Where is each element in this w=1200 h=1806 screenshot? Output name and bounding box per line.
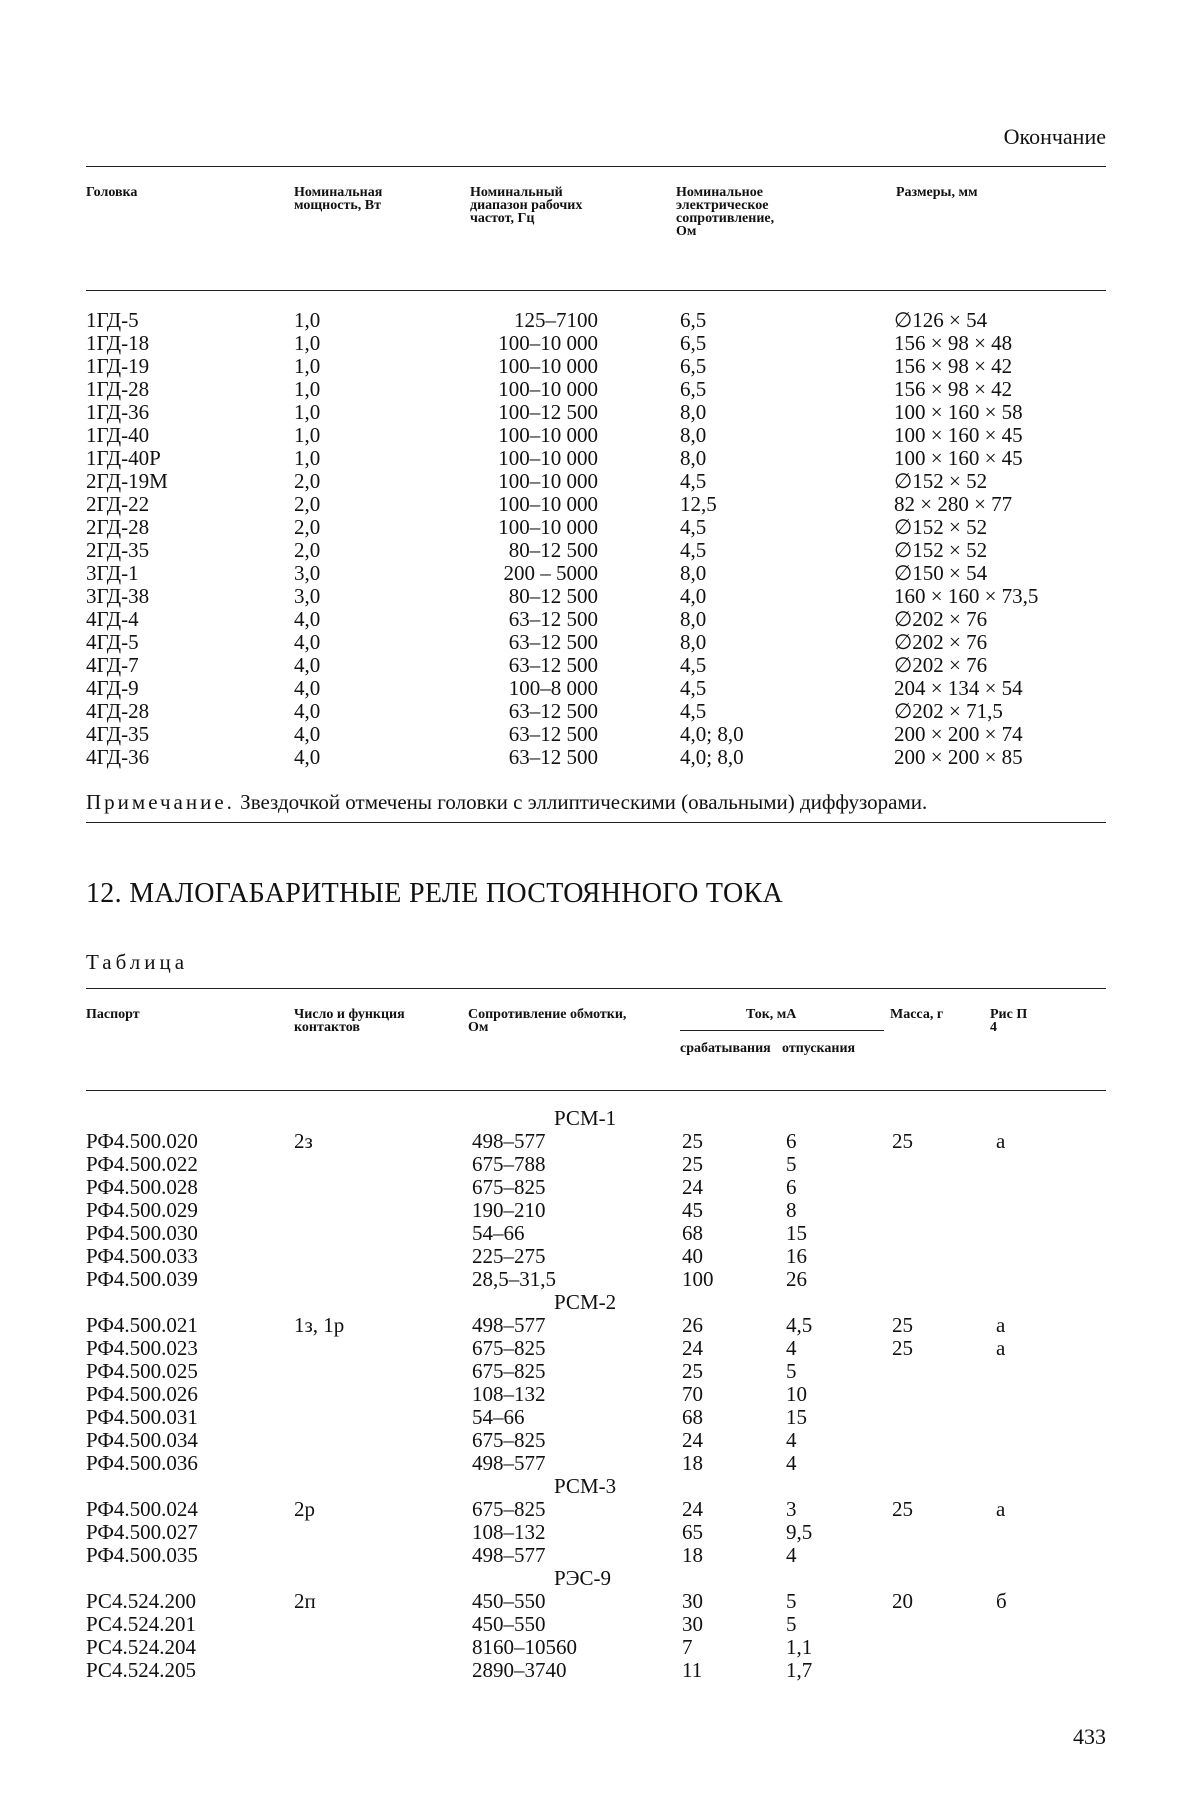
table-row — [86, 608, 1106, 631]
table-cell: 4 — [786, 1451, 797, 1475]
table-cell: 108–132 — [472, 1382, 546, 1406]
table2-header-rule — [86, 1090, 1106, 1091]
table-cell: 498–577 — [472, 1129, 546, 1153]
table-cell: 2890–3740 — [472, 1658, 567, 1682]
table-cell: 100–10 000 — [498, 446, 598, 470]
table-cell: 8,0 — [680, 446, 707, 470]
table-cell: 1ГД-40Р — [86, 446, 161, 470]
table-cell: РФ4.500.027 — [86, 1520, 198, 1544]
table-row — [86, 424, 1106, 447]
table-cell: ∅152 × 52 — [894, 538, 988, 562]
table-cell: 70 — [682, 1382, 703, 1406]
table-cell: 1з, 1р — [294, 1313, 345, 1337]
table-cell: 5 — [786, 1589, 797, 1613]
relay-group-title — [86, 1107, 1106, 1130]
table-cell: 3,0 — [294, 584, 321, 608]
table-cell: 8,0 — [680, 423, 707, 447]
table-row — [86, 1406, 1106, 1429]
table-row — [86, 1429, 1106, 1452]
table-cell: 675–788 — [472, 1152, 546, 1176]
table-cell: 4,0 — [294, 607, 321, 631]
table-cell: РФ4.500.034 — [86, 1428, 198, 1452]
table-cell: 82 × 280 × 77 — [894, 492, 1013, 516]
table-cell: 4ГД-7 — [86, 653, 139, 677]
section-title: 12. МАЛОГАБАРИТНЫЕ РЕЛЕ ПОСТОЯННОГО ТОКА — [86, 878, 783, 909]
table-cell: 54–66 — [472, 1405, 525, 1429]
table-cell: РФ4.500.028 — [86, 1175, 198, 1199]
current-subheader-rule — [680, 1030, 884, 1031]
table-row — [86, 1452, 1106, 1475]
table-cell: 25 — [892, 1336, 913, 1360]
table-cell: б — [996, 1589, 1007, 1613]
note-text: Звездочкой отмечены головки с эллиптическими (овальными) диффузорами. — [234, 790, 928, 814]
table-cell: 68 — [682, 1221, 703, 1245]
table-cell: РФ4.500.025 — [86, 1359, 198, 1383]
table-cell: 45 — [682, 1198, 703, 1222]
table-row — [86, 1636, 1106, 1659]
page-number: 433 — [1073, 1724, 1106, 1749]
table-cell: 2п — [294, 1589, 316, 1613]
table-cell: 4,5 — [680, 538, 707, 562]
table-row — [86, 585, 1106, 608]
table-row — [86, 1521, 1106, 1544]
table-cell: РФ4.500.022 — [86, 1152, 198, 1176]
table-row — [86, 654, 1106, 677]
table-cell: 26 — [682, 1313, 703, 1337]
table-cell: 63–12 500 — [508, 607, 598, 631]
table-row — [86, 723, 1106, 746]
table-cell: 4,5 — [680, 653, 707, 677]
table-cell: ∅150 × 54 — [894, 561, 988, 585]
table-cell: 1,0 — [294, 423, 321, 447]
table-cell: 8,0 — [680, 607, 707, 631]
table-cell: 204 × 134 × 54 — [894, 676, 1023, 700]
table-cell: 3 — [786, 1497, 797, 1521]
table1-note — [86, 790, 927, 815]
table-cell: 1,0 — [294, 377, 321, 401]
table-cell: 100 × 160 × 45 — [894, 446, 1023, 470]
table-cell: 63–12 500 — [508, 630, 598, 654]
table-cell: ∅126 × 54 — [894, 308, 988, 332]
table2-header-passport: Паспорт — [86, 1007, 140, 1022]
relay-group-name: РСМ-2 — [554, 1290, 617, 1314]
table-row — [86, 700, 1106, 723]
table2-header-fig: Рис П 4 — [990, 1007, 1028, 1035]
table-cell: 8,0 — [680, 400, 707, 424]
table-cell: ∅202 × 76 — [894, 607, 988, 631]
table-cell: 200 – 5000 — [503, 561, 598, 585]
table-cell: 4,0 — [294, 676, 321, 700]
table-cell: РФ4.500.031 — [86, 1405, 198, 1429]
relay-group-title — [86, 1475, 1106, 1498]
table1-body — [86, 309, 1106, 769]
table-cell: 675–825 — [472, 1336, 546, 1360]
table-cell: 1,0 — [294, 400, 321, 424]
table-cell: 4,0; 8,0 — [680, 745, 744, 769]
table-cell: 156 × 98 × 48 — [894, 331, 1013, 355]
table-cell: 4,0 — [294, 653, 321, 677]
table1-header-rule — [86, 290, 1106, 291]
table-cell: РФ4.500.035 — [86, 1543, 198, 1567]
table-cell: РФ4.500.030 — [86, 1221, 198, 1245]
table-cell: РС4.524.204 — [86, 1635, 196, 1659]
table-cell: 4 — [786, 1428, 797, 1452]
table2-top-rule — [86, 988, 1106, 989]
table2-header-resistance: Сопротивление обмотки, Ом — [468, 1007, 627, 1035]
table-cell: 18 — [682, 1543, 703, 1567]
table-cell: 25 — [892, 1313, 913, 1337]
table-cell: 24 — [682, 1175, 703, 1199]
table-cell: 6 — [786, 1175, 797, 1199]
relay-group-name: РСМ-1 — [554, 1106, 617, 1130]
table-cell: 24 — [682, 1428, 703, 1452]
table-cell: РФ4.500.039 — [86, 1267, 198, 1291]
table1-top-rule — [86, 166, 1106, 167]
table-cell: 12,5 — [680, 492, 717, 516]
table-cell: 4,5 — [680, 676, 707, 700]
table2-header-release: отпускания — [782, 1041, 856, 1056]
table-cell: 26 — [786, 1267, 807, 1291]
table-cell: 4,5 — [680, 515, 707, 539]
table-row — [86, 332, 1106, 355]
table-cell: 6,5 — [680, 377, 707, 401]
table-cell: 1,0 — [294, 446, 321, 470]
table-cell: 63–12 500 — [508, 653, 598, 677]
table-cell: 100–10 000 — [498, 377, 598, 401]
table-cell: 63–12 500 — [508, 722, 598, 746]
table1-header-head: Головка — [86, 185, 138, 200]
table-cell: РФ4.500.036 — [86, 1451, 198, 1475]
note-label: Примечание. — [86, 790, 235, 814]
table-cell: 16 — [786, 1244, 807, 1268]
table-cell: 190–210 — [472, 1198, 546, 1222]
table-cell: 2,0 — [294, 469, 321, 493]
table-cell: 4,0 — [294, 722, 321, 746]
table-cell: 25 — [682, 1129, 703, 1153]
table-cell: 1ГД-28 — [86, 377, 150, 401]
table-cell: 6,5 — [680, 308, 707, 332]
table-cell: 1,0 — [294, 354, 321, 378]
table2-body — [86, 1107, 1106, 1682]
table-row — [86, 1360, 1106, 1383]
table-cell: 4,5 — [786, 1313, 813, 1337]
table-cell: 2ГД-22 — [86, 492, 150, 516]
table-cell: 9,5 — [786, 1520, 813, 1544]
table-cell: 1,1 — [786, 1635, 813, 1659]
table-cell: 25 — [682, 1152, 703, 1176]
table-cell: 68 — [682, 1405, 703, 1429]
table-cell: 100 — [682, 1267, 714, 1291]
table-cell: 4,0 — [680, 584, 707, 608]
relay-group-name: РЭС-9 — [554, 1566, 612, 1590]
table-cell: 125–7100 — [514, 308, 598, 332]
table-cell: 4 — [786, 1336, 797, 1360]
table-cell: 3ГД-1 — [86, 561, 139, 585]
relay-group-title — [86, 1291, 1106, 1314]
table-cell: 675–825 — [472, 1428, 546, 1452]
table-cell: 8,0 — [680, 630, 707, 654]
table-row — [86, 562, 1106, 585]
table-row — [86, 401, 1106, 424]
table-row — [86, 1199, 1106, 1222]
table-cell: 20 — [892, 1589, 913, 1613]
table-cell: РС4.524.205 — [86, 1658, 196, 1682]
table-cell: РФ4.500.026 — [86, 1382, 198, 1406]
table-row — [86, 746, 1106, 769]
table-cell: 63–12 500 — [508, 745, 598, 769]
table-cell: 6 — [786, 1129, 797, 1153]
table-cell: 2ГД-19М — [86, 469, 168, 493]
table-cell: 1ГД-19 — [86, 354, 150, 378]
table-cell: 100–8 000 — [508, 676, 598, 700]
table-cell: 2ГД-28 — [86, 515, 150, 539]
table-cell: 498–577 — [472, 1451, 546, 1475]
table-cell: 675–825 — [472, 1359, 546, 1383]
table-row — [86, 1268, 1106, 1291]
table-cell: 1,7 — [786, 1658, 813, 1682]
table-row — [86, 1337, 1106, 1360]
table-cell: а — [996, 1497, 1006, 1521]
table-cell: 3,0 — [294, 561, 321, 585]
table-cell: 4ГД-28 — [86, 699, 150, 723]
table-cell: 25 — [892, 1129, 913, 1153]
table-cell: 1,0 — [294, 308, 321, 332]
table-cell: 2,0 — [294, 515, 321, 539]
table-cell: 4 — [786, 1543, 797, 1567]
table-cell: 4,0 — [294, 699, 321, 723]
table-cell: 100–10 000 — [498, 423, 598, 447]
table-cell: 108–132 — [472, 1520, 546, 1544]
table-cell: 4ГД-35 — [86, 722, 150, 746]
table-row — [86, 677, 1106, 700]
table-cell: 8 — [786, 1198, 797, 1222]
table-row — [86, 1130, 1106, 1153]
table-cell: 100–10 000 — [498, 354, 598, 378]
table-cell: РФ4.500.021 — [86, 1313, 198, 1337]
table-row — [86, 1544, 1106, 1567]
table-cell: РФ4.500.029 — [86, 1198, 198, 1222]
table-row — [86, 1613, 1106, 1636]
table-row — [86, 1245, 1106, 1268]
table-cell: РФ4.500.020 — [86, 1129, 198, 1153]
table-cell: ∅152 × 52 — [894, 469, 988, 493]
continuation-label: Окончание — [1003, 124, 1106, 149]
table-cell: 11 — [682, 1658, 703, 1682]
table-cell: 2,0 — [294, 492, 321, 516]
table-cell: 156 × 98 × 42 — [894, 377, 1013, 401]
table-cell: 4ГД-5 — [86, 630, 139, 654]
book-page — [86, 0, 1106, 1806]
table-cell: 2р — [294, 1497, 315, 1521]
table2-header-operate: срабатывания — [680, 1041, 771, 1056]
table-cell: а — [996, 1313, 1006, 1337]
table-cell: 63–12 500 — [508, 699, 598, 723]
table-cell: 100–10 000 — [498, 492, 598, 516]
table-cell: 200 × 200 × 74 — [894, 722, 1023, 746]
table-row — [86, 1176, 1106, 1199]
table-cell: 15 — [786, 1405, 807, 1429]
table-row — [86, 631, 1106, 654]
table-cell: 1ГД-36 — [86, 400, 150, 424]
table-cell: 5 — [786, 1152, 797, 1176]
table-cell: 225–275 — [472, 1244, 546, 1268]
table-cell: 156 × 98 × 42 — [894, 354, 1013, 378]
table-cell: 5 — [786, 1359, 797, 1383]
table-row — [86, 516, 1106, 539]
table1-header-range: Номинальный диапазон рабочих частот, Гц — [470, 185, 583, 226]
table-cell: 498–577 — [472, 1543, 546, 1567]
table-cell: 15 — [786, 1221, 807, 1245]
table-row — [86, 309, 1106, 332]
table-row — [86, 539, 1106, 562]
table-cell: а — [996, 1129, 1006, 1153]
table-cell: 675–825 — [472, 1175, 546, 1199]
table-row — [86, 1383, 1106, 1406]
table-cell: 100–10 000 — [498, 515, 598, 539]
table-cell: 6,5 — [680, 354, 707, 378]
table-cell: 7 — [682, 1635, 693, 1659]
table-cell: 450–550 — [472, 1612, 546, 1636]
table-cell: 1,0 — [294, 331, 321, 355]
table-row — [86, 1590, 1106, 1613]
table-row — [86, 1153, 1106, 1176]
table-cell: 4,0 — [294, 630, 321, 654]
table-row — [86, 1498, 1106, 1521]
table-row — [86, 470, 1106, 493]
table-cell: 30 — [682, 1589, 703, 1613]
table-cell: 10 — [786, 1382, 807, 1406]
table-cell: 1ГД-40 — [86, 423, 150, 447]
table-cell: 80–12 500 — [508, 584, 598, 608]
table-cell: 25 — [682, 1359, 703, 1383]
table-cell: 4ГД-36 — [86, 745, 150, 769]
table2-header-mass: Масса, г — [890, 1007, 944, 1022]
table-row — [86, 447, 1106, 470]
table-cell: 18 — [682, 1451, 703, 1475]
table-cell: 100–12 500 — [498, 400, 598, 424]
table-cell: РФ4.500.024 — [86, 1497, 198, 1521]
table-row — [86, 1314, 1106, 1337]
table-cell: 4ГД-4 — [86, 607, 139, 631]
table-cell: 675–825 — [472, 1497, 546, 1521]
table1-header-size: Размеры, мм — [896, 185, 978, 200]
table-cell: 160 × 160 × 73,5 — [894, 584, 1039, 608]
table-cell: а — [996, 1336, 1006, 1360]
table-row — [86, 378, 1106, 401]
table-cell: 8,0 — [680, 561, 707, 585]
table-cell: 25 — [892, 1497, 913, 1521]
table-cell: 54–66 — [472, 1221, 525, 1245]
table-cell: РС4.524.201 — [86, 1612, 196, 1636]
table-cell: 30 — [682, 1612, 703, 1636]
table-cell: 450–550 — [472, 1589, 546, 1613]
table1-bottom-rule — [86, 822, 1106, 823]
table-cell: ∅152 × 52 — [894, 515, 988, 539]
table-cell: 24 — [682, 1336, 703, 1360]
table-row — [86, 1222, 1106, 1245]
table-cell: РФ4.500.033 — [86, 1244, 198, 1268]
table-cell: 5 — [786, 1612, 797, 1636]
table-cell: ∅202 × 71,5 — [894, 699, 1003, 723]
table-cell: 1ГД-5 — [86, 308, 139, 332]
table-cell: 24 — [682, 1497, 703, 1521]
table-cell: ∅202 × 76 — [894, 653, 988, 677]
table-cell: 40 — [682, 1244, 703, 1268]
table-cell: 80–12 500 — [508, 538, 598, 562]
table-cell: 2ГД-35 — [86, 538, 150, 562]
table-cell: 6,5 — [680, 331, 707, 355]
table2-header-current: Ток, мА — [746, 1007, 797, 1022]
table-cell: 65 — [682, 1520, 703, 1544]
table-cell: 100 × 160 × 45 — [894, 423, 1023, 447]
table-cell: 4,5 — [680, 699, 707, 723]
table-cell: 2,0 — [294, 538, 321, 562]
table-cell: 100–10 000 — [498, 331, 598, 355]
table1-header-impedance: Номинальное электрическое сопротивление, Ом — [676, 185, 775, 239]
relay-group-name: РСМ-3 — [554, 1474, 617, 1498]
table-cell: 4,0 — [294, 745, 321, 769]
table-cell: 4,5 — [680, 469, 707, 493]
table2-header-contacts: Число и функция контактов — [294, 1007, 405, 1035]
table-row — [86, 1659, 1106, 1682]
table-cell: 1ГД-18 — [86, 331, 150, 355]
table-cell: РС4.524.200 — [86, 1589, 196, 1613]
table-label: Таблица — [86, 950, 189, 974]
table-cell: 8160–10560 — [472, 1635, 577, 1659]
table-row — [86, 493, 1106, 516]
table-cell: 100–10 000 — [498, 469, 598, 493]
table-cell: 3ГД-38 — [86, 584, 150, 608]
table1-header-power: Номинальная мощность, Вт — [294, 185, 383, 213]
table-cell: РФ4.500.023 — [86, 1336, 198, 1360]
table-cell: 28,5–31,5 — [472, 1267, 556, 1291]
relay-group-title — [86, 1567, 1106, 1590]
table-row — [86, 355, 1106, 378]
table-cell: 200 × 200 × 85 — [894, 745, 1023, 769]
table-cell: 100 × 160 × 58 — [894, 400, 1023, 424]
table-cell: 4ГД-9 — [86, 676, 139, 700]
table-cell: 4,0; 8,0 — [680, 722, 744, 746]
table-cell: ∅202 × 76 — [894, 630, 988, 654]
table-cell: 2з — [294, 1129, 313, 1153]
table-cell: 498–577 — [472, 1313, 546, 1337]
